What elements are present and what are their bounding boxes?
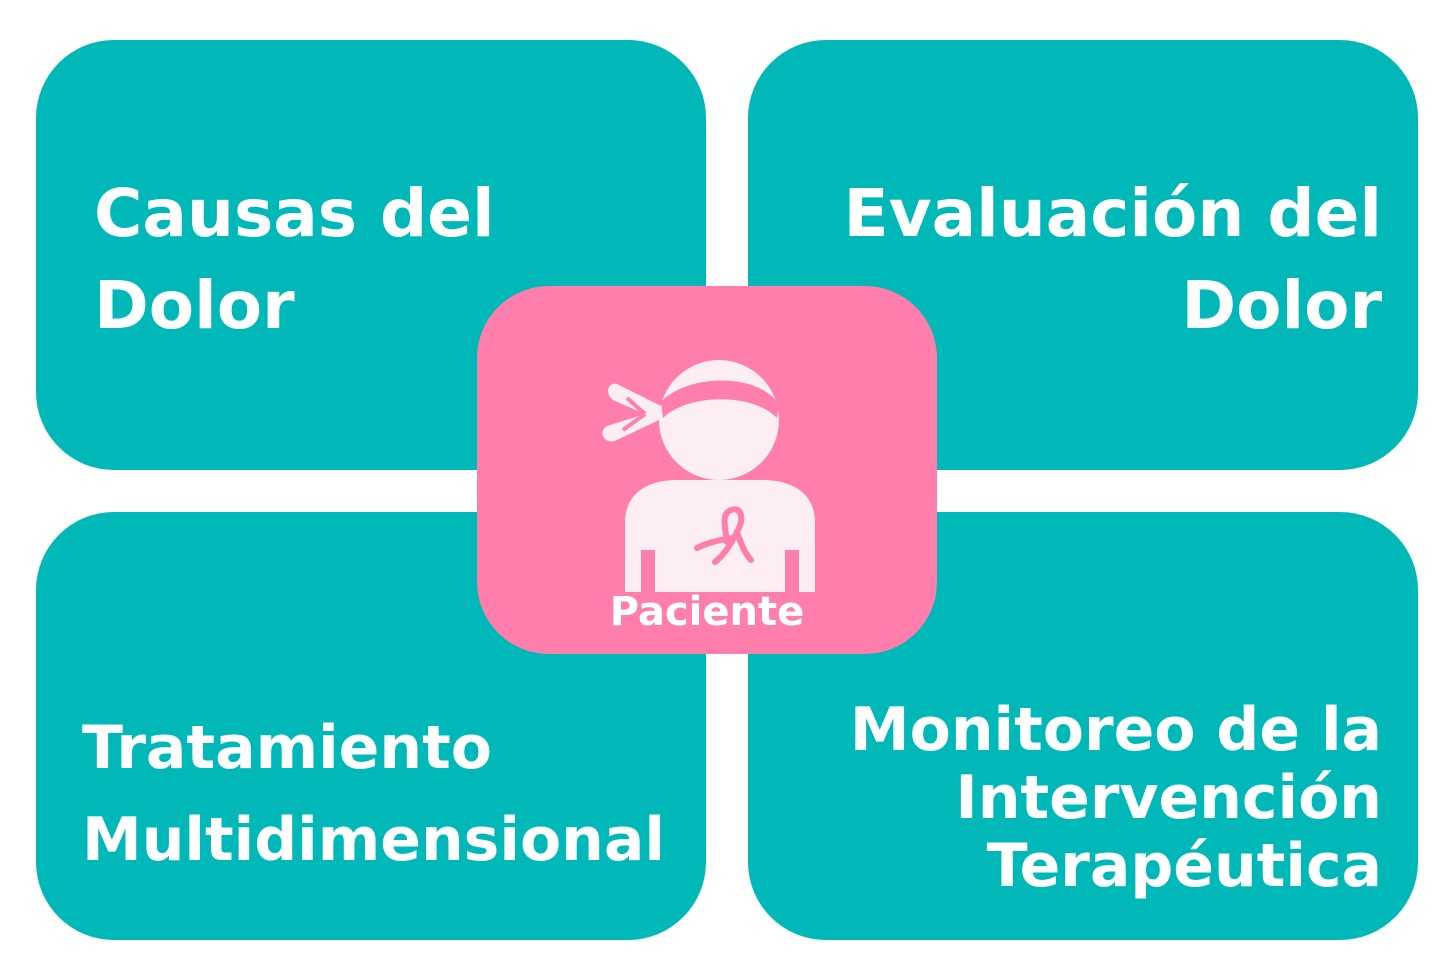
patient-center-box bbox=[477, 286, 937, 654]
therapeutic-monitoring-title: Monitoreo de la Intervención Terapéutica bbox=[849, 695, 1382, 901]
patient-torso-icon bbox=[625, 480, 815, 592]
causes-of-pain-title: Causas del Dolor bbox=[94, 175, 495, 344]
patient-icon bbox=[587, 322, 827, 592]
patient-label: Paciente bbox=[609, 589, 805, 635]
multidimensional-treatment-title: Tratamiento Multidimensional bbox=[82, 713, 665, 875]
pain-evaluation-title: Evaluación del Dolor bbox=[843, 175, 1382, 344]
patient-head-icon bbox=[659, 360, 779, 480]
scarf-knot-icon bbox=[602, 384, 661, 442]
